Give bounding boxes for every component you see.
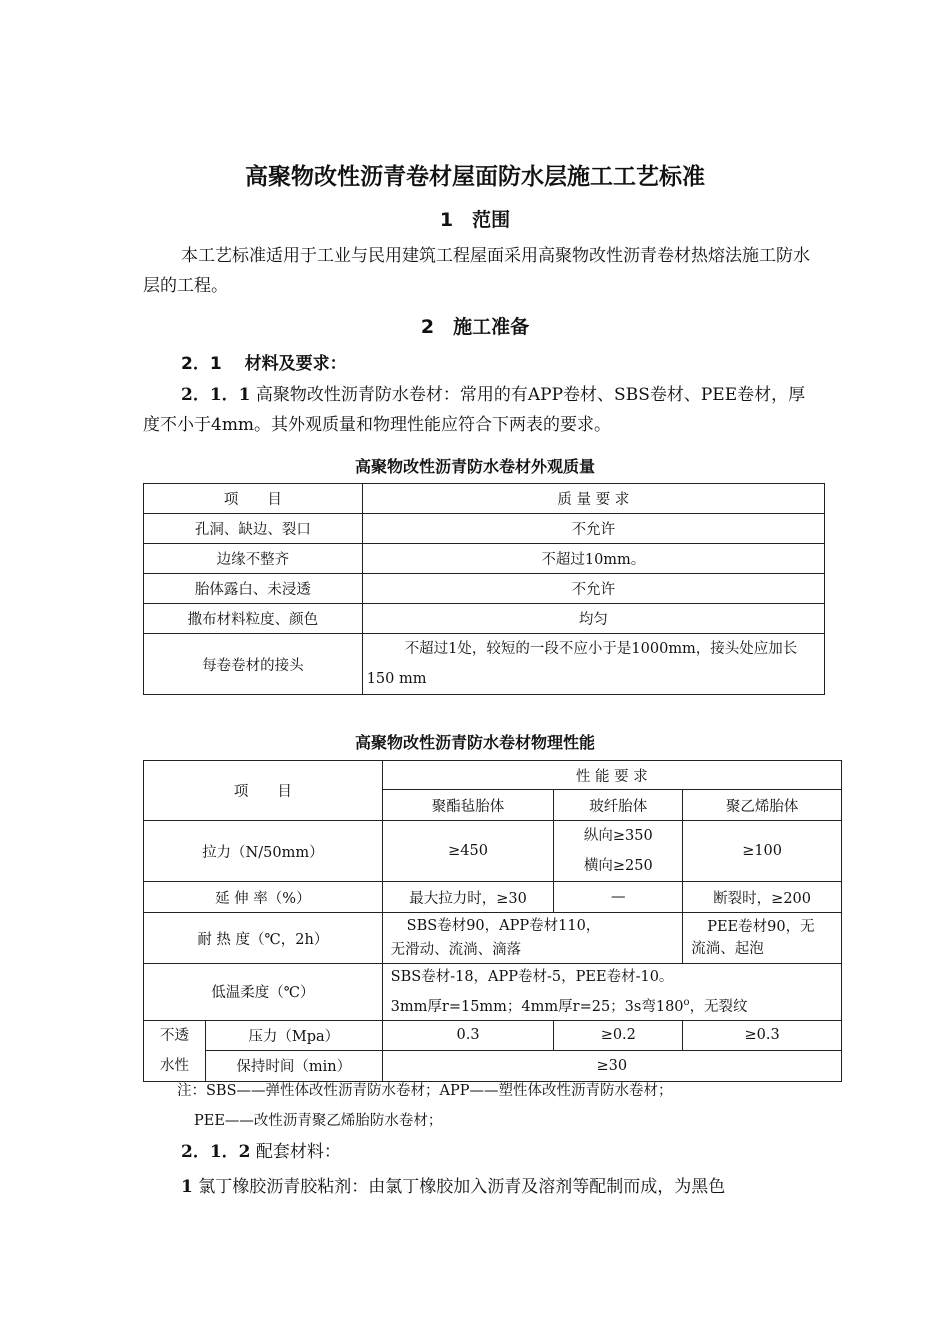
section-2-1-1-text: 高聚物改性沥青防水卷材：常用的有APP卷材、SBS卷材、PEE卷材，厚度不小于4mm。其外观质量和物理性能应符合下两表的要求。 <box>143 385 806 435</box>
table-row <box>144 514 825 544</box>
table-cell: 断裂时，≥200 <box>683 882 842 913</box>
table-cell: ≥450 <box>382 821 554 882</box>
document-title: 高聚物改性沥青卷材屋面防水层施工工艺标准 <box>245 164 705 190</box>
cell-line: 流淌、起泡 <box>691 941 764 957</box>
item-1-paragraph <box>181 1172 821 1202</box>
table-cell: ≥30 <box>382 1050 841 1081</box>
cell-line: 水性 <box>159 1057 189 1074</box>
table-cell: 撒布材料粒度、颜色 <box>144 604 363 634</box>
table-row-pressure <box>144 1020 842 1050</box>
row-label: 拉力（N/50mm） <box>144 821 383 882</box>
table-cell: 边缘不整齐 <box>144 544 363 574</box>
table-1-caption: 高聚物改性沥青防水卷材外观质量 <box>354 457 595 476</box>
section-2-1-2-number: 2．1．2 <box>181 1142 251 1162</box>
section-1-heading: 1 范围 <box>439 209 511 231</box>
table-row <box>144 604 825 634</box>
header-cell-item: 项 目 <box>144 761 383 821</box>
table-note-1: 注：SBS——弹性体改性沥青防水卷材；APP——塑性体改性沥青防水卷材； <box>177 1083 673 1099</box>
item-1-text: 氯丁橡胶沥青胶粘剂：由氯丁橡胶加入沥青及溶剂等配制而成，为黑色 <box>192 1177 726 1197</box>
row-sublabel: 保持时间（min） <box>205 1050 382 1081</box>
item-1-number: 1 <box>181 1177 193 1197</box>
table-row <box>144 544 825 574</box>
table-cell: 每卷卷材的接头 <box>144 634 363 695</box>
table-cell: 胎体露白、未浸透 <box>144 574 363 604</box>
table-cell: ≥100 <box>683 821 842 882</box>
table-header-row <box>144 484 825 514</box>
row-label: 低温柔度（℃） <box>144 964 383 1021</box>
row-label-watertightness <box>144 1020 206 1081</box>
table-cell: — <box>554 882 683 913</box>
table-cell <box>554 821 683 882</box>
section-2-1-2-text: 配套材料： <box>250 1142 341 1162</box>
cell-line: 3mm厚r=15mm；4mm厚r=25；3s弯180 <box>390 998 684 1015</box>
section-2-1-2-paragraph <box>181 1137 821 1167</box>
section-2-1-heading: 2．1 材料及要求： <box>181 354 347 374</box>
table-row <box>144 634 825 695</box>
header-cell-item: 项 目 <box>144 484 363 514</box>
table-row-hold-time <box>144 1050 842 1081</box>
table-2-caption: 高聚物改性沥青防水卷材物理性能 <box>354 733 595 752</box>
table-cell <box>382 913 683 964</box>
cell-line: 横向≥250 <box>583 858 653 874</box>
table-header-row <box>144 761 842 790</box>
subheader-polyethylene: 聚乙烯胎体 <box>683 790 842 821</box>
table-row-low-temp-flexibility <box>144 964 842 1021</box>
cell-line: PEE卷材90，无 <box>707 919 815 935</box>
section-1-text: 本工艺标准适用于工业与民用建筑工程屋面采用高聚物改性沥青卷材热熔法施工防水层的工程。 <box>143 246 810 296</box>
row-sublabel: 压力（Mpa） <box>205 1020 382 1050</box>
cell-line: 纵向≥350 <box>583 828 653 844</box>
row-label: 延 伸 率（%） <box>144 882 383 913</box>
cell-line: 无滑动、流淌、滴落 <box>390 942 522 958</box>
subheader-glass-fiber: 玻纤胎体 <box>554 790 683 821</box>
cell-line: 不透 <box>159 1027 189 1044</box>
table-cell <box>683 913 842 964</box>
table-note-2: PEE——改性沥青聚乙烯胎防水卷材； <box>194 1113 443 1129</box>
appearance-quality-table <box>143 483 825 695</box>
table-cell: 均匀 <box>362 604 824 634</box>
header-cell-requirement: 质 量 要 求 <box>362 484 824 514</box>
cell-line: SBS卷材-18，APP卷材-5，PEE卷材-10。 <box>390 969 674 985</box>
table-cell: 不超过1处，较短的一段不应小于是1000mm，接头处应加长150 mm <box>362 634 824 695</box>
table-row-heat-resistance <box>144 913 842 964</box>
table-cell: 孔洞、缺边、裂口 <box>144 514 363 544</box>
cell-line: SBS卷材90，APP卷材110， <box>406 918 601 934</box>
table-cell: 最大拉力时，≥30 <box>382 882 554 913</box>
row-label: 耐 热 度（℃，2h） <box>144 913 383 964</box>
table-cell: 不允许 <box>362 514 824 544</box>
table-cell: 0.3 <box>382 1020 554 1050</box>
section-2-1-1-paragraph <box>143 380 813 440</box>
table-cell: 不允许 <box>362 574 824 604</box>
table-cell: ≥0.2 <box>554 1020 683 1050</box>
subheader-polyester: 聚酯毡胎体 <box>382 790 554 821</box>
section-2-1-1-number: 2．1．1 <box>181 385 251 405</box>
cell-line: ，无裂纹 <box>689 998 748 1015</box>
table-row-tension <box>144 821 842 882</box>
table-cell: 不超过10mm。 <box>362 544 824 574</box>
table-row-elongation <box>144 882 842 913</box>
header-cell-performance: 性 能 要 求 <box>382 761 841 790</box>
physical-properties-table <box>143 760 842 1082</box>
table-cell <box>382 964 841 1021</box>
table-row <box>144 574 825 604</box>
section-2-heading: 2 施工准备 <box>420 316 530 338</box>
degree-superscript: o <box>683 997 690 1008</box>
table-cell: ≥0.3 <box>683 1020 842 1050</box>
